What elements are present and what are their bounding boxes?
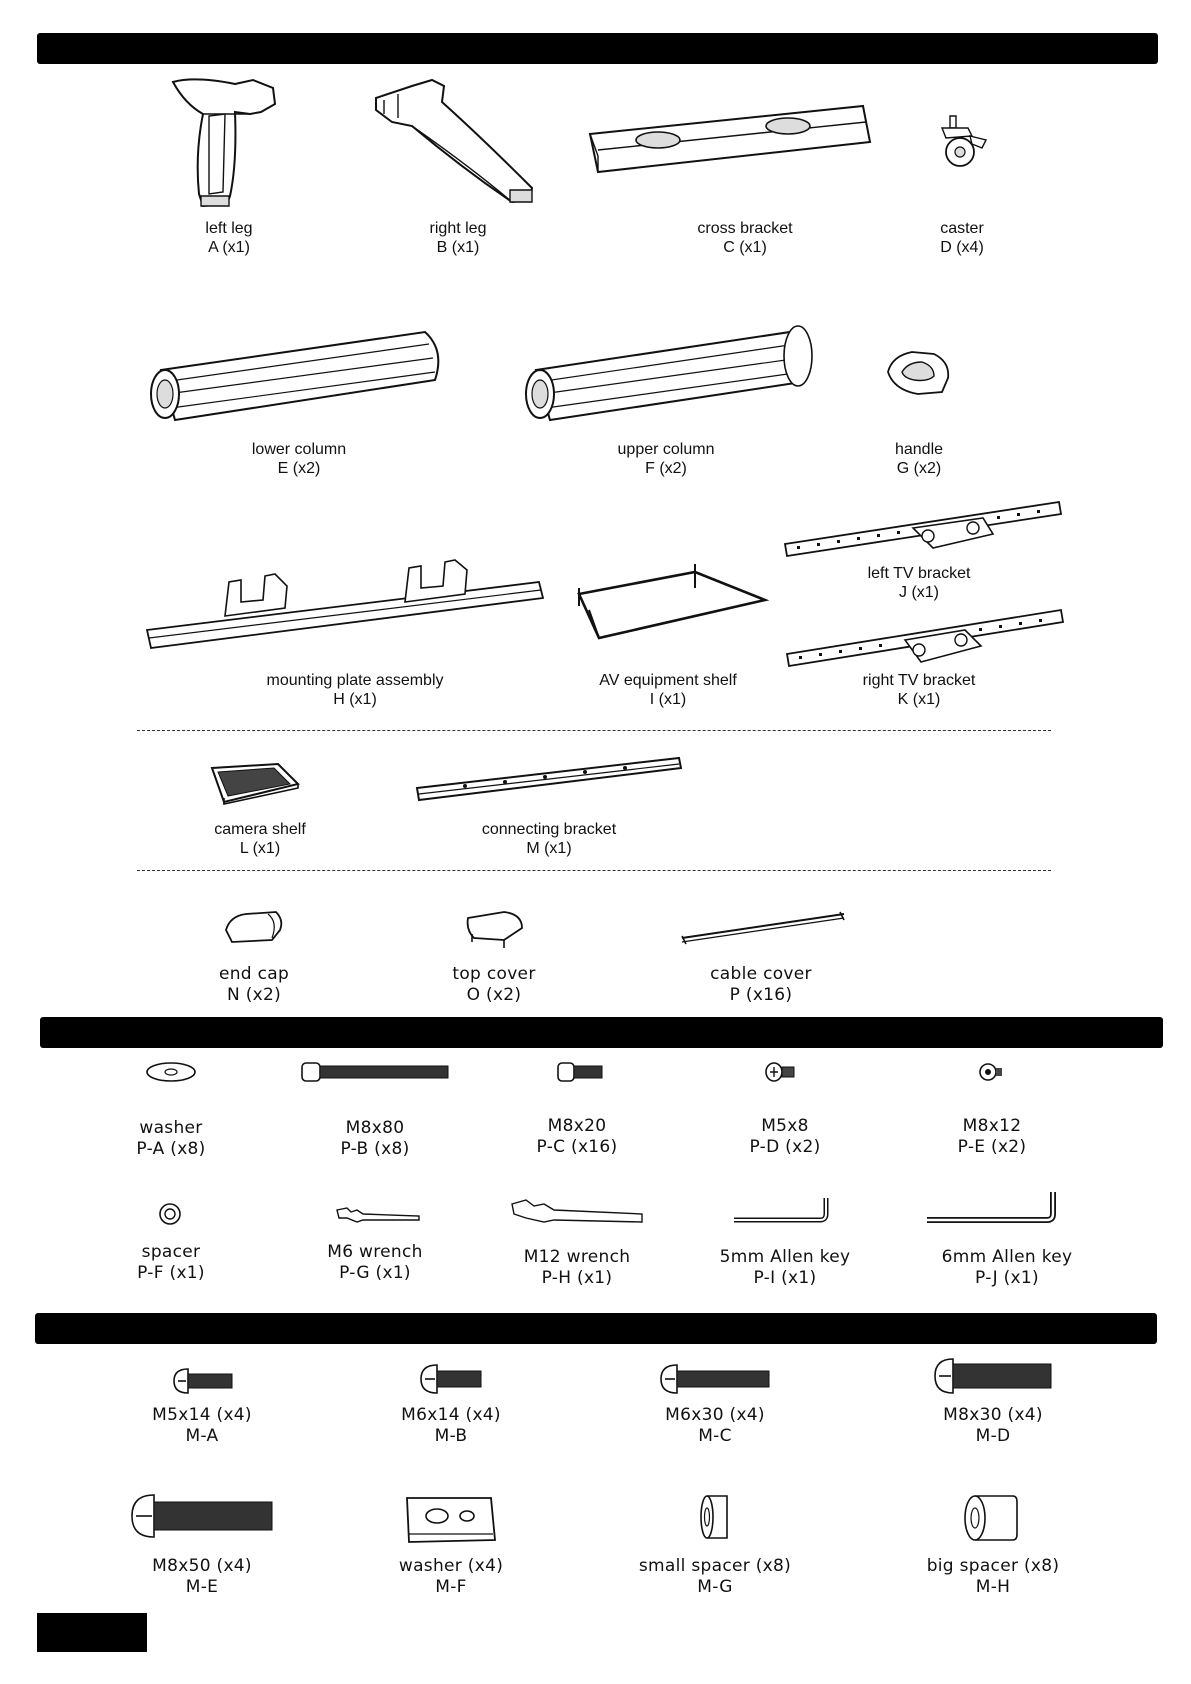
bolt-illustration xyxy=(419,1362,483,1396)
divider xyxy=(137,730,1051,731)
mounting-hardware-caption: M6x14 (x4) M-B xyxy=(401,1405,501,1446)
section-bar-mounting-hardware xyxy=(35,1313,1157,1344)
bolt-illustration xyxy=(172,1366,234,1396)
hardware-caption: M6 wrench P-G (x1) xyxy=(327,1242,423,1283)
wrench-illustration xyxy=(510,1196,646,1226)
hardware-caption: M5x8 P-D (x2) xyxy=(749,1116,821,1157)
hardware-caption: M8x12 P-E (x2) xyxy=(957,1116,1027,1157)
shelf-illustration xyxy=(575,560,775,648)
top-cover-illustration xyxy=(464,908,526,950)
mounting-hardware-caption: small spacer (x8) M-G xyxy=(638,1556,792,1597)
washer-plate-illustration xyxy=(405,1494,497,1546)
mounting-hardware-caption: big spacer (x8) M-H xyxy=(926,1556,1060,1597)
hardware-caption: washer P-A (x8) xyxy=(136,1118,206,1159)
bolt-illustration xyxy=(933,1356,1053,1396)
part-caption: lower column E (x2) xyxy=(251,441,347,477)
mounting-hardware-caption: M8x50 (x4) M-E xyxy=(152,1556,252,1597)
part-caption: cross bracket C (x1) xyxy=(697,220,793,256)
part-caption: left leg A (x1) xyxy=(205,220,253,256)
spacer-illustration xyxy=(699,1492,731,1542)
hardware-caption: M12 wrench P-H (x1) xyxy=(523,1247,631,1288)
bolt-illustration xyxy=(556,1060,606,1084)
allen-key-illustration xyxy=(732,1196,832,1226)
allen-key-illustration xyxy=(925,1190,1059,1228)
screw-illustration xyxy=(764,1061,796,1083)
part-caption: AV equipment shelf I (x1) xyxy=(599,672,737,708)
screw-illustration xyxy=(978,1062,1004,1082)
caster-illustration xyxy=(938,114,990,170)
tv-bracket-illustration xyxy=(783,500,1063,562)
hardware-caption: spacer P-F (x1) xyxy=(137,1242,205,1283)
hardware-caption: 5mm Allen key P-I (x1) xyxy=(719,1247,851,1288)
mounting-hardware-caption: M8x30 (x4) M-D xyxy=(943,1405,1043,1446)
wrench-illustration xyxy=(335,1204,421,1224)
handle-illustration xyxy=(882,348,954,398)
section-bar-parts xyxy=(37,33,1158,64)
part-caption: right TV bracket K (x1) xyxy=(862,672,976,708)
part-caption: upper column F (x2) xyxy=(617,441,715,477)
bolt-illustration xyxy=(300,1060,452,1084)
part-caption: mounting plate assembly H (x1) xyxy=(266,672,444,708)
end-cap-illustration xyxy=(222,910,284,944)
bracket-illustration xyxy=(415,756,685,804)
tv-bracket-illustration xyxy=(785,608,1065,672)
hardware-caption: M8x20 P-C (x16) xyxy=(536,1116,618,1157)
mounting-plate-illustration xyxy=(145,560,545,660)
section-bar-hardware xyxy=(40,1017,1163,1048)
mounting-hardware-caption: M6x30 (x4) M-C xyxy=(665,1405,765,1446)
spacer-illustration xyxy=(158,1202,182,1226)
spacer-illustration xyxy=(963,1492,1019,1544)
part-caption: top cover O (x2) xyxy=(452,964,536,1005)
page-number-box xyxy=(37,1613,147,1652)
part-caption: camera shelf L (x1) xyxy=(214,821,306,857)
right-leg-illustration xyxy=(372,78,542,208)
left-leg-illustration xyxy=(165,74,295,209)
bolt-illustration xyxy=(130,1492,274,1540)
divider xyxy=(137,870,1051,871)
cross-bracket-illustration xyxy=(588,104,873,179)
hardware-caption: M8x80 P-B (x8) xyxy=(340,1118,410,1159)
column-illustration xyxy=(520,322,820,427)
washer-illustration xyxy=(145,1060,197,1084)
bolt-illustration xyxy=(659,1362,771,1396)
mounting-hardware-caption: M5x14 (x4) M-A xyxy=(152,1405,252,1446)
part-caption: caster D (x4) xyxy=(940,220,984,256)
part-caption: cable cover P (x16) xyxy=(710,964,812,1005)
cable-cover-illustration xyxy=(680,910,848,946)
part-caption: left TV bracket J (x1) xyxy=(867,565,971,601)
column-illustration xyxy=(145,330,445,430)
part-caption: end cap N (x2) xyxy=(218,964,290,1005)
part-caption: handle G (x2) xyxy=(894,441,944,477)
part-caption: right leg B (x1) xyxy=(429,220,487,256)
part-caption: connecting bracket M (x1) xyxy=(481,821,617,857)
shelf-illustration xyxy=(210,762,300,806)
hardware-caption: 6mm Allen key P-J (x1) xyxy=(941,1247,1073,1288)
mounting-hardware-caption: washer (x4) M-F xyxy=(398,1556,504,1597)
